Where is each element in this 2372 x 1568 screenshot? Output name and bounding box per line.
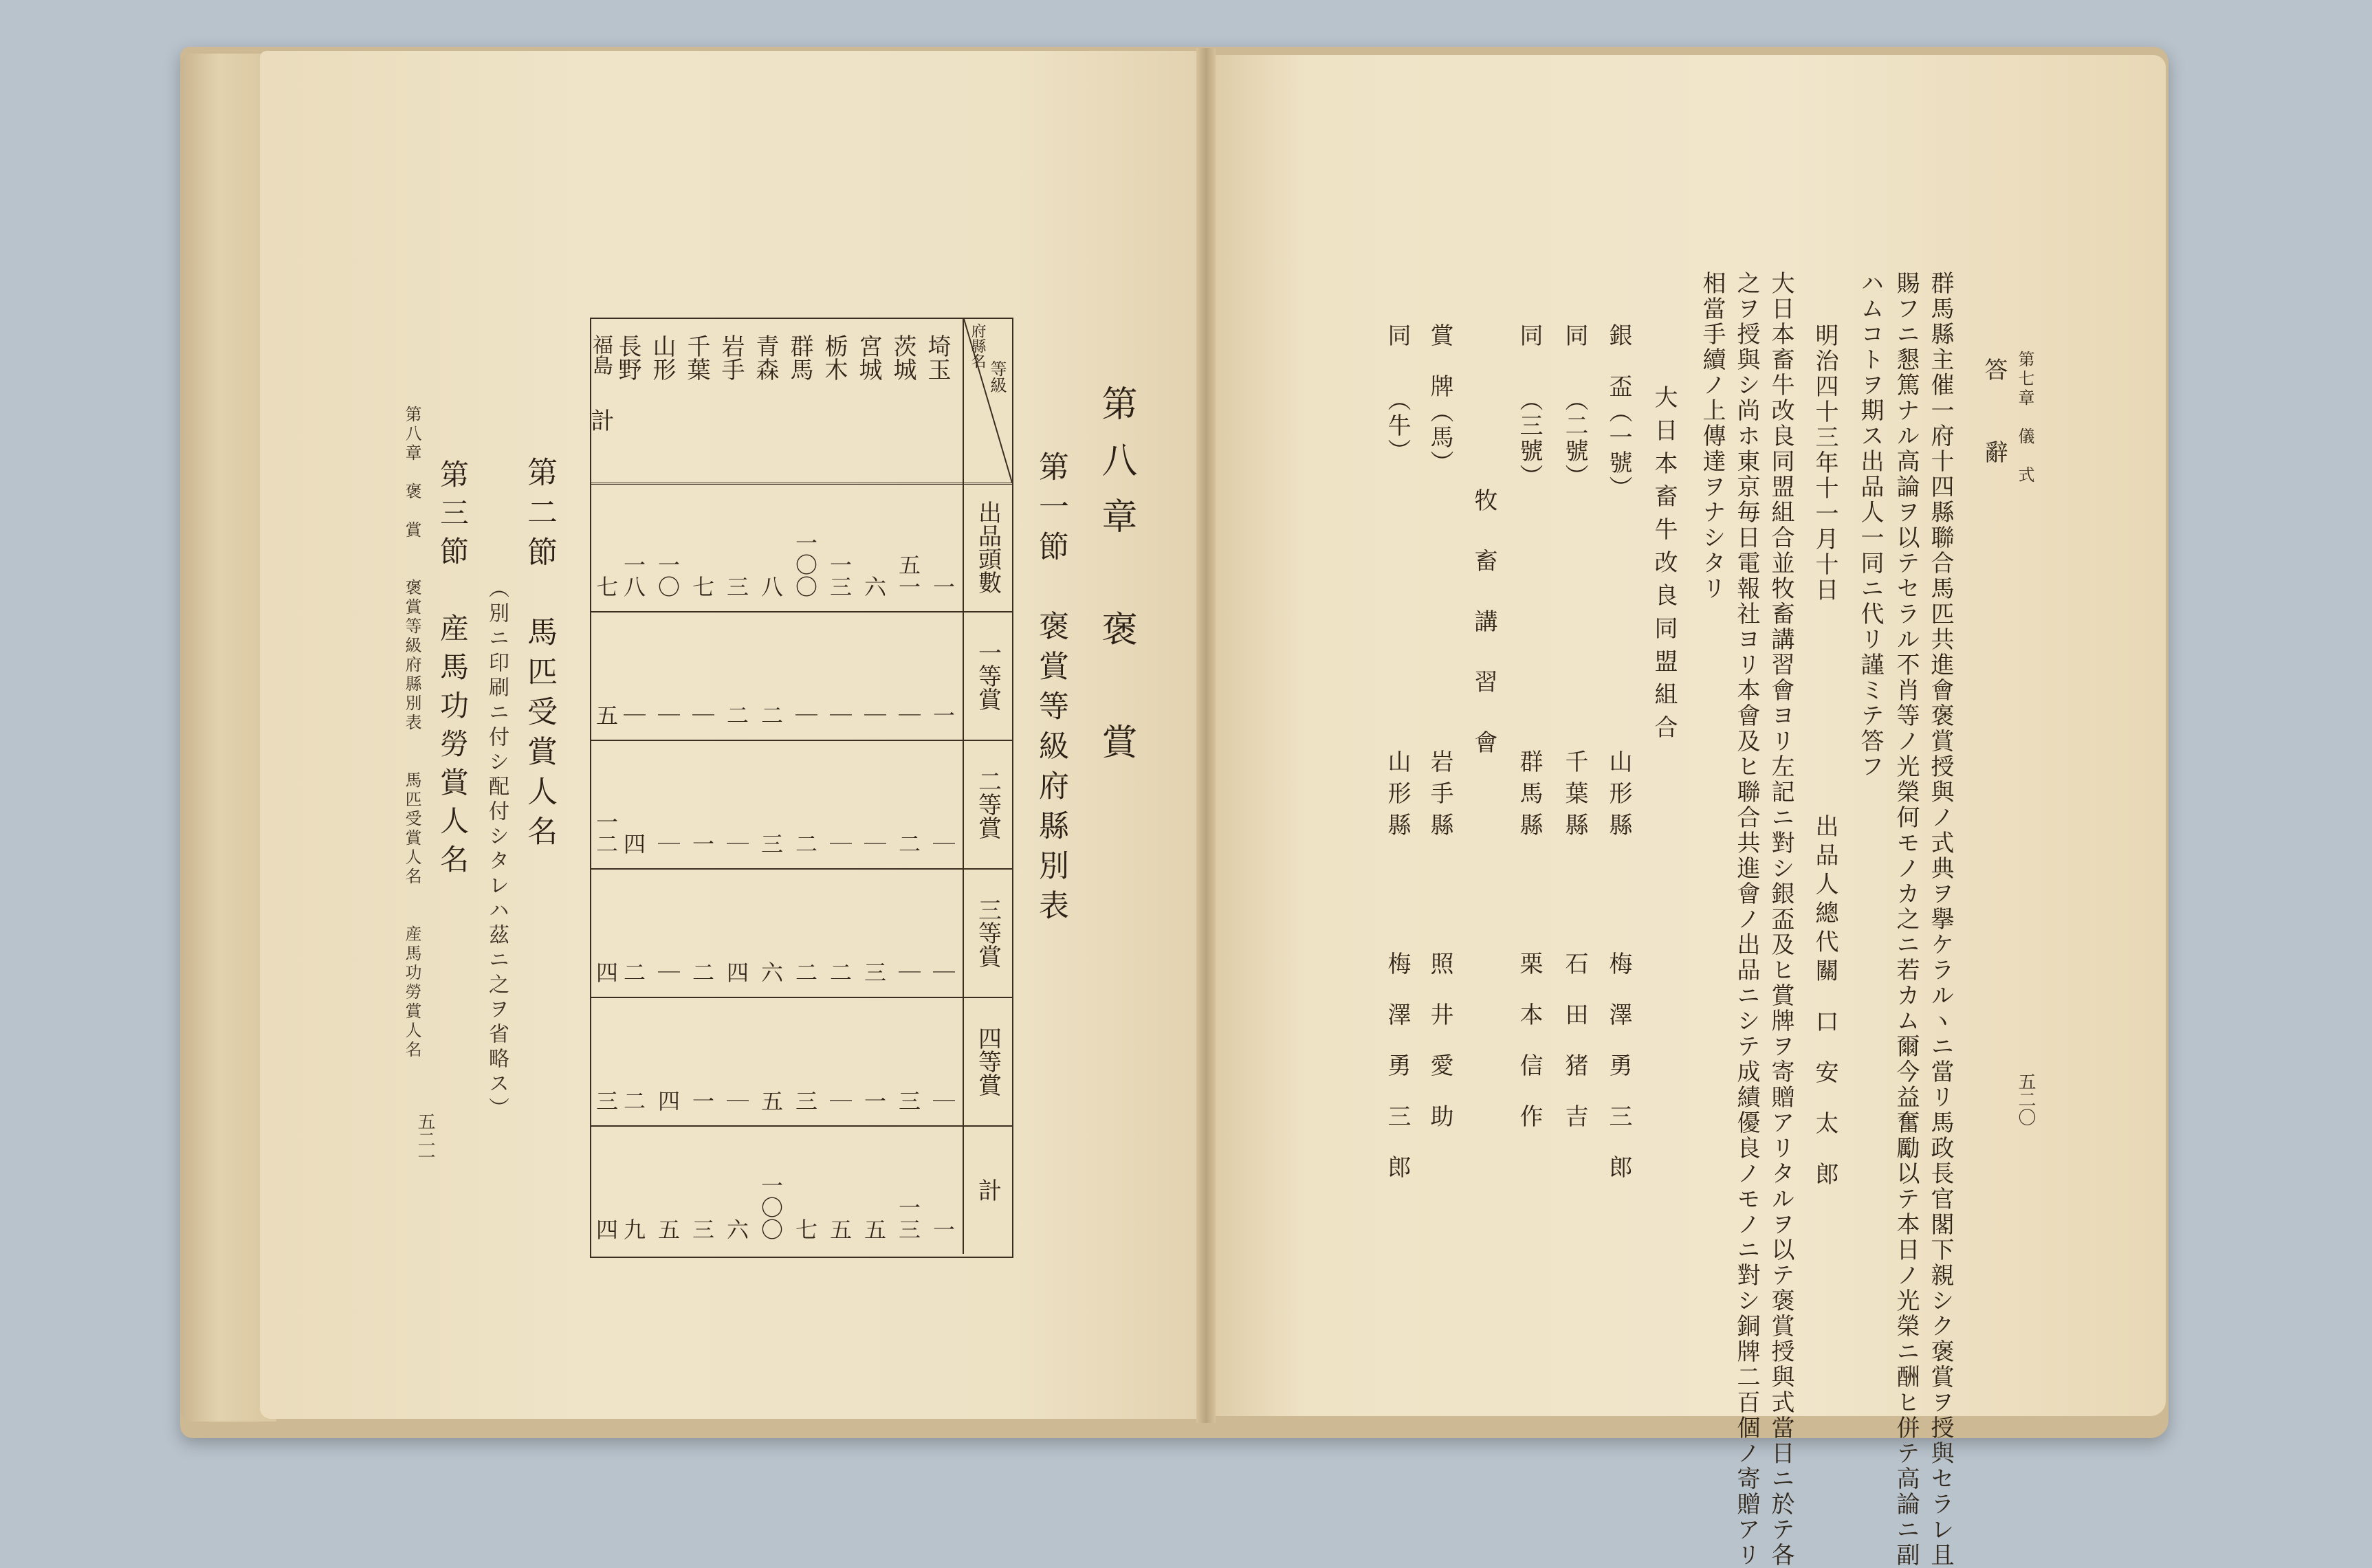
award-item: 同 （牛） [1383, 323, 1411, 464]
table-cell: 五 [758, 1090, 784, 1112]
table-row [591, 868, 1012, 998]
pref-header-cell: 埼玉 [923, 334, 951, 381]
award-name: 石 田 猪 吉 [1561, 951, 1588, 1129]
table-cell: 一 [930, 1218, 956, 1240]
table-cell: ｜ [723, 832, 749, 854]
award-table [586, 318, 1013, 1258]
table-cell: ｜ [826, 704, 853, 726]
total-header-cell: 計 [586, 408, 614, 432]
pref-header-cell: 山形 [648, 334, 676, 381]
table-cell: 一〇〇 [758, 1174, 784, 1240]
table-cell: 二 [620, 1090, 646, 1112]
award-pref: 岩手縣 [1426, 749, 1453, 844]
table-cell: 三 [895, 1090, 921, 1112]
table-cell: 二 [758, 704, 784, 726]
corner-cell [963, 319, 1012, 483]
table-cell: 四 [620, 832, 646, 854]
table-row [591, 740, 1012, 870]
section2-title: 第二節 馬匹受賞人名 [522, 456, 557, 855]
table-cell: 一 [689, 832, 715, 854]
table-cell: 七 [593, 575, 619, 597]
pref-header-cell: 群馬 [786, 334, 813, 381]
body-line-3: ハムコトヲ期ス出品人一同ニ代リ謹ミテ答フ [1856, 271, 1884, 780]
pref-header-cell: 青森 [751, 334, 779, 381]
chapter-title: 第八章 褒 賞 [1095, 385, 1136, 780]
table-cell: 三 [758, 832, 784, 854]
table-cell: ｜ [861, 704, 887, 726]
date-line: 明治四十三年十一月十日 [1811, 323, 1838, 603]
left-page-number: 五二一 [415, 1112, 435, 1166]
pref-header-cell: 岩手 [717, 334, 745, 381]
section3-title: 第三節 産馬功勞賞人名 [436, 459, 470, 883]
table-cell: 五 [826, 1218, 853, 1240]
table-cell: 三 [593, 1090, 619, 1112]
table-cell: 二 [689, 961, 715, 983]
signature-label: 出品人總代 [1811, 814, 1838, 958]
table-cell: ｜ [930, 1090, 956, 1112]
section1-title: 第一節 褒賞等級府縣別表 [1033, 451, 1068, 929]
award-name: 梅 澤 勇 三 郎 [1605, 951, 1632, 1180]
left-running-head: 第八章 褒 賞 褒賞等級府縣別表 馬匹受賞人名 産馬功勞賞人名 [402, 406, 421, 1060]
table-cell: 七 [689, 575, 715, 597]
table-cell: 一 [930, 575, 956, 597]
row-label: 一等賞 [963, 611, 1012, 740]
body-line-2: 賜フニ懇篤ナル高論ヲ以テセラル不肖等ノ光榮何モノカ之ニ若カム爾今益奮勵以テ本日ノ光榮ニ酬ヒ併テ高論ニ副 [1892, 271, 1920, 1568]
gift-line-1: 大日本畜牛改良同盟組合並牧畜講習會ヨリ左記ニ對シ銀盃及ヒ賞牌ヲ寄贈アリタルヲ以テ褒賞授與式當日ニ於テ各 [1767, 271, 1794, 1568]
table-cell: 五 [655, 1218, 681, 1240]
right-page [1210, 55, 2166, 1416]
table-cell: ｜ [895, 704, 921, 726]
table-cell: 二 [620, 961, 646, 983]
table-cell: 四 [655, 1090, 681, 1112]
pref-header-cell: 茨城 [889, 334, 916, 381]
table-cell: 一二 [593, 810, 619, 854]
award-pref: 山形縣 [1383, 749, 1411, 844]
table-cell: 一〇 [655, 553, 681, 597]
right-page-number: 五二〇 [2015, 1072, 2036, 1126]
table-cell: 三 [861, 961, 887, 983]
table-header-row [586, 319, 1012, 485]
award-name: 栗 本 信 作 [1515, 951, 1543, 1129]
table-cell: 二 [792, 961, 818, 983]
pref-header-cell: 長野 [614, 334, 641, 381]
table-cell: ｜ [826, 1090, 853, 1112]
table-cell: 一三 [895, 1196, 921, 1240]
right-running-head: 第七章 儀 式 [2015, 351, 2034, 485]
table-row [591, 997, 1012, 1127]
table-cell: 五 [861, 1218, 887, 1240]
book-gutter [1196, 48, 1216, 1423]
table-cell: 三 [792, 1090, 818, 1112]
table-cell: 六 [861, 575, 887, 597]
table-cell: ｜ [723, 1090, 749, 1112]
table-cell: ｜ [930, 832, 956, 854]
table-cell: 四 [593, 1218, 619, 1240]
pref-header-cell: 千葉 [683, 334, 710, 381]
corner-bottom-label: 府縣名 [969, 323, 986, 368]
table-cell: 三 [689, 1218, 715, 1240]
table-cell: ｜ [655, 832, 681, 854]
table-cell: 一 [930, 704, 956, 726]
table-cell: 九 [620, 1218, 646, 1240]
row-label: 出品頭數 [963, 483, 1012, 611]
award-name: 照 井 愛 助 [1426, 951, 1453, 1129]
award-item: 賞 牌（馬） [1426, 323, 1453, 476]
table-cell: 一八 [620, 553, 646, 597]
table-cell: 五 [593, 704, 619, 726]
pref-header-cell: 宮城 [855, 334, 882, 381]
table-cell: ｜ [826, 832, 853, 854]
table-cell: ｜ [655, 704, 681, 726]
donor-heading: 大日本畜牛改良同盟組合 [1650, 385, 1678, 748]
row-label: 四等賞 [963, 997, 1012, 1125]
table-cell: 五一 [895, 553, 921, 597]
table-cell: 八 [758, 575, 784, 597]
signature-name: 關 口 安 太 郎 [1811, 958, 1838, 1187]
table-cell: ｜ [930, 961, 956, 983]
table-cell: 二 [792, 832, 818, 854]
table-cell: 一三 [826, 553, 853, 597]
table-cell: ｜ [861, 832, 887, 854]
award-item: 銀 盃（一號） [1605, 323, 1632, 501]
section2-note: （別ニ印刷ニ付シ配付シタレハ茲ニ之ヲ省略ス） [485, 577, 509, 1122]
table-row [591, 611, 1012, 741]
table-cell: ｜ [620, 704, 646, 726]
award-name: 梅 澤 勇 三 郎 [1383, 951, 1411, 1180]
table-cell: 四 [593, 961, 619, 983]
table-cell: 一 [689, 1090, 715, 1112]
row-label: 計 [963, 1125, 1012, 1254]
body-line-1: 群馬縣主催一府十四縣聯合馬匹共進會褒賞授與ノ式典ヲ擧ケラルヽニ當リ馬政長官閣下親シク褒賞ヲ授與セラレ且 [1926, 271, 1954, 1568]
donor2-heading: 牧 畜 講 習 會 [1470, 488, 1497, 760]
table-cell: 六 [723, 1218, 749, 1240]
table-row [591, 483, 1012, 612]
table-cell: ｜ [792, 704, 818, 726]
table-cell: 二 [895, 832, 921, 854]
award-item: 同 （二號） [1561, 323, 1588, 489]
award-pref: 千葉縣 [1561, 749, 1588, 844]
corner-top-label: 等級 [987, 360, 1007, 393]
table-row [591, 1125, 1012, 1254]
table-cell: 四 [723, 961, 749, 983]
award-item: 同 （三號） [1515, 323, 1543, 489]
table-cell: ｜ [655, 961, 681, 983]
gift-line-2: 之ヲ授與シ尚ホ東京毎日電報社ヨリ本會及ヒ聯合共進會ノ出品ニシテ成績優良ノモノニ對シ銅牌二百個ノ寄贈アリ [1733, 271, 1760, 1568]
row-label: 三等賞 [963, 868, 1012, 997]
table-cell: 一〇〇 [792, 531, 818, 597]
table-cell: ｜ [689, 704, 715, 726]
award-pref: 山形縣 [1605, 749, 1632, 844]
table-cell: ｜ [895, 961, 921, 983]
table-cell: 六 [758, 961, 784, 983]
table-cell: 二 [826, 961, 853, 983]
table-cell: 三 [723, 575, 749, 597]
award-pref: 群馬縣 [1515, 749, 1543, 844]
reply-title: 答 辭 [1980, 357, 2008, 481]
pref-header-cell: 栃木 [820, 334, 848, 381]
gift-line-3: 相當手續ノ上傳達ヲナシタリ [1698, 271, 1726, 601]
table-cell: 二 [723, 704, 749, 726]
pref-header-cell: 福島 [589, 334, 613, 375]
table-cell: 七 [792, 1218, 818, 1240]
row-label: 二等賞 [963, 740, 1012, 868]
table-cell: 一 [861, 1090, 887, 1112]
